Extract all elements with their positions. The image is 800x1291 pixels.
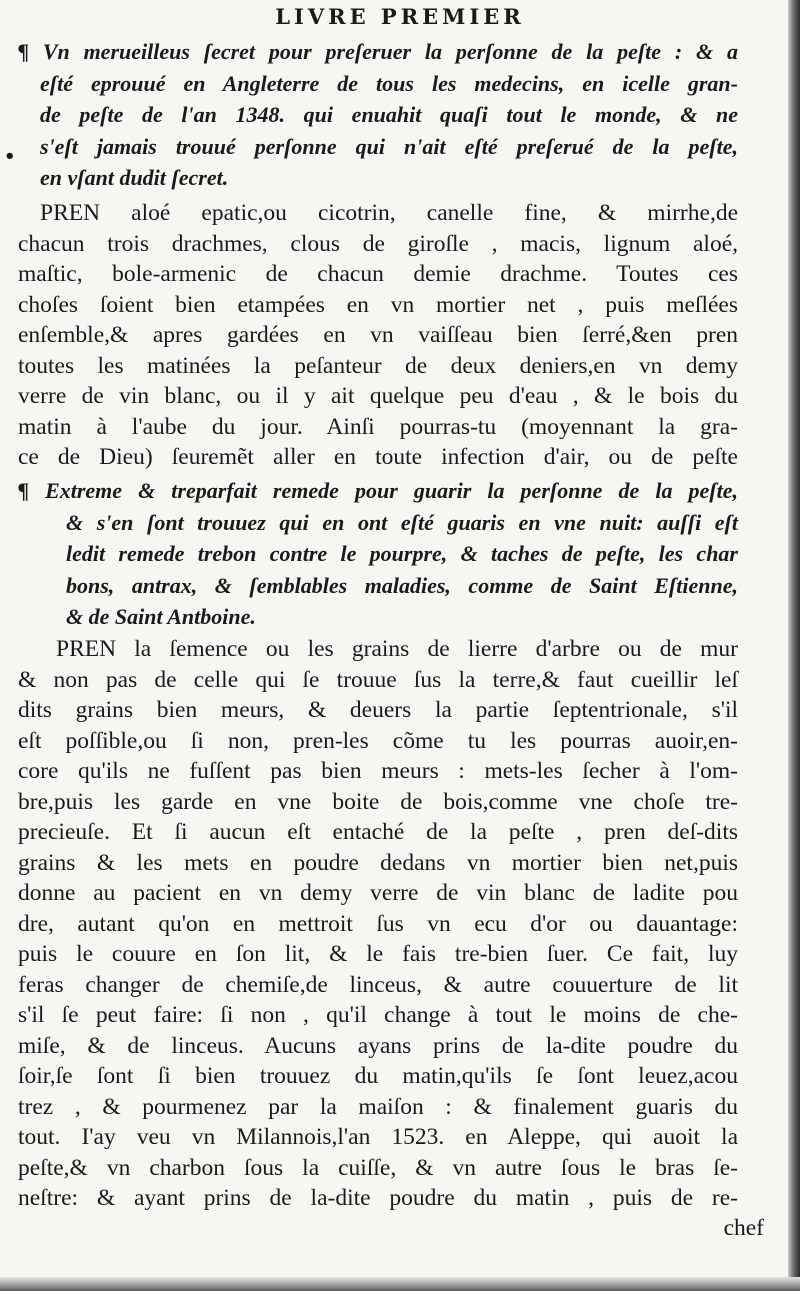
- heading-line: & de Saint Antboine.: [66, 604, 256, 629]
- page-bottom-edge: [0, 1277, 800, 1291]
- body-line: maſtic, bole-armenic de chacun demie drachme. Toutes ces: [18, 261, 738, 287]
- body-line: miſe, & de linceus. Aucuns ayans prins de la-dite poudre du: [18, 1032, 738, 1059]
- body-line: tout. I'ay veu vn Milannois,l'an 1523. en Aleppe, qui auoit la: [18, 1124, 738, 1150]
- body-line: puis le couure en ſon lit, & le fais tre-bien ſuer. Ce fait, luy: [18, 941, 738, 967]
- heading-line: s'eſt jamais trouué perſonne qui n'ait eſté preſerué de la peſte,: [40, 133, 738, 159]
- heading-line: de peſte de l'an 1348. qui enuahit quaſi tout le monde, & ne: [40, 102, 738, 127]
- body-line: dits grains bien meurs, & deuers la partie ſeptentrionale, s'il: [18, 697, 738, 723]
- body-line: core qu'ils ne fuſſent pas bien meurs : mets-les ſecher à l'om-: [18, 758, 738, 784]
- body-line: peſte,& vn charbon ſous la cuiſſe, & vn autre ſous le bras ſe-: [18, 1154, 738, 1181]
- section2-heading: [18, 475, 738, 633]
- body-line: neſtre: & ayant prins de la-dite poudre du matin , puis de re-: [18, 1185, 738, 1211]
- body-line: s'il ſe peut faire: ſi non , qu'il change à tout le moins de che-: [18, 1002, 738, 1028]
- body-line: chacun trois drachmes, clous de giroſle , macis, lignum aloé,: [18, 230, 738, 257]
- body-line: donne au pacient en vn demy verre de vin blanc de ladite pou: [18, 880, 738, 906]
- body-line: precieuſe. Et ſi aucun eſt entaché de la peſte , pren deſ-dits: [18, 819, 738, 845]
- section1-heading: [18, 36, 738, 194]
- heading-line: eſté eprouué en Angleterre de tous les medecins, en icelle gran-: [40, 70, 738, 96]
- heading-line: ledit remede trebon contre le pourpre, & taches de peſte, les char: [66, 541, 738, 566]
- section1-body: [18, 198, 738, 473]
- body-line: trez , & pourmenez par la maiſon : & finalement guaris du: [18, 1093, 738, 1120]
- margin-mark: •: [4, 146, 16, 167]
- body-line: PREN la ſemence ou les grains de lierre d'arbre ou de mur: [56, 636, 738, 662]
- catchword: chef: [723, 1215, 764, 1241]
- body-line: ce de Dieu) ſeuremẽt aller en toute infection d'air, ou de peſte: [18, 444, 738, 470]
- heading-line: en vſant dudit ſecret.: [40, 165, 229, 190]
- binding-edge: [788, 0, 800, 1291]
- heading-line: ¶ Vn merueilleus ſecret pour preſeruer la perſonne de la peſte : & a: [18, 39, 738, 64]
- heading-line: & s'en ſont trouuez qui en ont eſté guaris en vne nuit: auſſi eſt: [66, 509, 738, 535]
- body-line: bre,puis les garde en vne boite de bois,comme vne choſe tre-: [18, 788, 738, 815]
- body-line: toutes les matinées la peſanteur de deux deniers,en vn demy: [18, 352, 738, 379]
- heading-line: ¶ Extreme & treparfait remede pour guarir la perſonne de la peſte,: [18, 478, 738, 503]
- body-line: ſoir,ſe ſont ſi bien trouuez du matin,qu'ils ſe ſont leuez,acou: [18, 1063, 738, 1089]
- body-line: enſemble,& apres gardées en vn vaiſſeau bien ſerré,&en pren: [18, 322, 738, 348]
- body-line: PREN aloé epatic,ou cicotrin, canelle fine, & mirrhe,de: [40, 200, 738, 226]
- body-line: eſt poſſible,ou ſi non, pren-les cõme tu les pourras auoir,en-: [18, 727, 738, 754]
- body-line: & non pas de celle qui ſe trouue ſus la terre,& faut cueillir leſ: [18, 666, 738, 693]
- body-line: feras changer de chemiſe,de linceus, & autre couuerture de lit: [18, 971, 738, 998]
- body-line: choſes ſoient bien etampées en vn mortier net , puis meſlées: [18, 291, 738, 318]
- section2-body: [18, 634, 738, 1214]
- running-head: LIVRE PREMIER: [275, 4, 525, 29]
- body-line: verre de vin blanc, ou il y ait quelque peu d'eau , & le bois du: [18, 383, 738, 409]
- body-line: matin à l'aube du jour. Ainſi pourras-tu (moyennant la gra-: [18, 413, 738, 440]
- heading-line: bons, antrax, & ſemblables maladies, comme de Saint Eſtienne,: [66, 572, 738, 598]
- body-line: dre, autant qu'on en mettroit ſus vn ecu d'or ou dauantage:: [18, 910, 738, 937]
- body-line: grains & les mets en poudre dedans vn mortier bien net,puis: [18, 849, 738, 876]
